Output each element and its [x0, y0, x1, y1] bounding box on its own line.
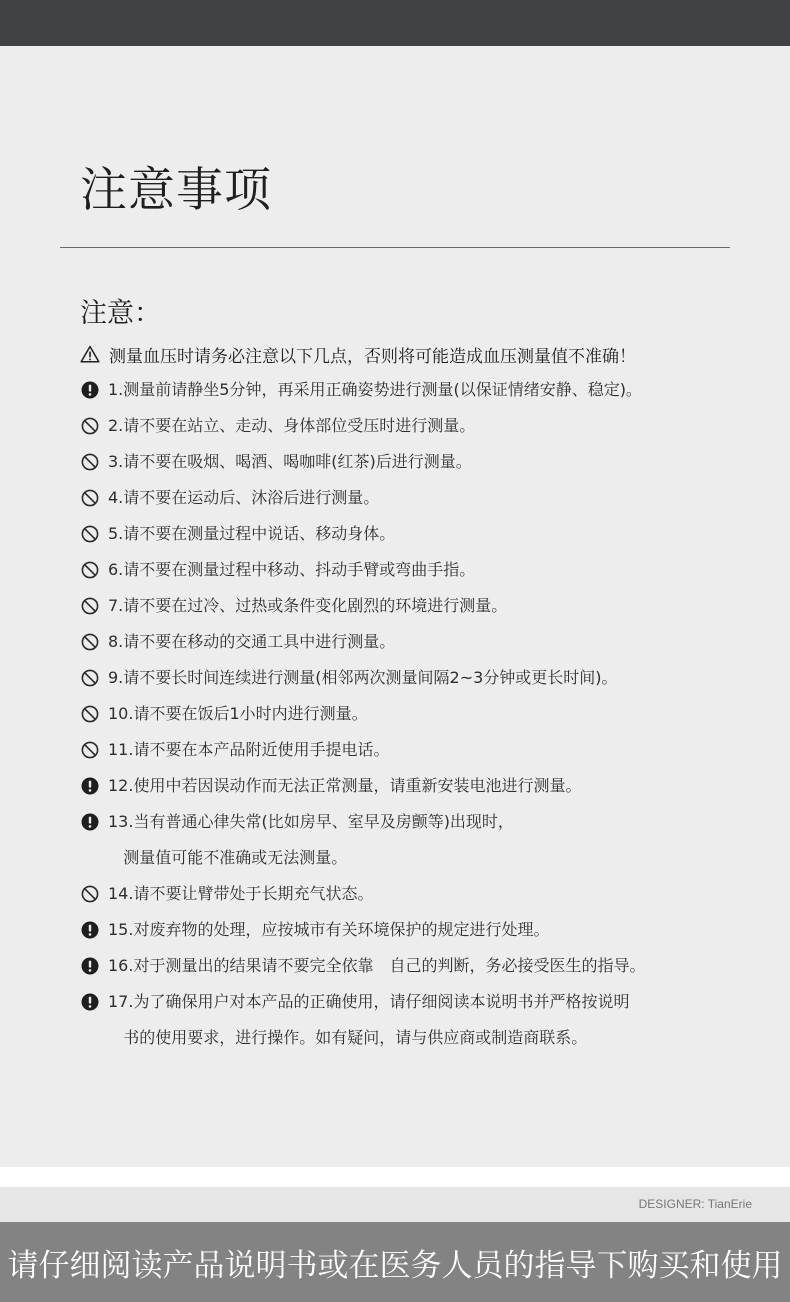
list-item-continuation: 测量值可能不准确或无法测量。	[108, 848, 348, 867]
list-item-line: 7.请不要在过冷、过热或条件变化剧烈的环境进行测量。	[108, 596, 508, 615]
exclamation-icon	[80, 804, 100, 840]
list-item-line: 17.为了确保用户对本产品的正确使用，请仔细阅读本说明书并严格按说明	[108, 992, 630, 1011]
list-item-text	[108, 876, 373, 912]
warning-row	[80, 342, 636, 366]
list-item-line: 16.对于测量出的结果请不要完全依靠 自己的判断，务必接受医生的指导。	[108, 956, 646, 975]
list-item-text	[108, 444, 472, 480]
list-item-line: 3.请不要在吸烟、喝酒、喝咖啡(红茶)后进行测量。	[108, 452, 472, 471]
list-item-line: 9.请不要长时间连续进行测量(相邻两次测量间隔2~3分钟或更长时间)。	[108, 668, 618, 687]
prohibited-icon	[80, 876, 100, 912]
list-item	[80, 660, 760, 696]
list-item-line: 12.使用中若因误动作而无法正常测量，请重新安装电池进行测量。	[108, 776, 582, 795]
list-item-text	[108, 480, 379, 516]
warning-triangle-icon	[80, 345, 100, 363]
list-item	[80, 408, 760, 444]
prohibited-icon	[80, 624, 100, 660]
list-item	[80, 624, 760, 660]
page-title: 注意事项	[80, 163, 272, 218]
list-item-text	[108, 984, 629, 1056]
list-item-text	[108, 948, 645, 984]
list-item-text	[108, 912, 549, 948]
list-item-text	[108, 660, 618, 696]
list-item-line: 4.请不要在运动后、沐浴后进行测量。	[108, 488, 380, 507]
list-item	[80, 480, 760, 516]
list-item-line: 2.请不要在站立、走动、身体部位受压时进行测量。	[108, 416, 476, 435]
exclamation-icon	[80, 768, 100, 804]
list-item	[80, 552, 760, 588]
list-item-text	[108, 732, 389, 768]
list-item	[80, 948, 760, 984]
prohibited-icon	[80, 696, 100, 732]
list-item-text	[108, 588, 507, 624]
prohibited-icon	[80, 552, 100, 588]
exclamation-icon	[80, 372, 100, 408]
section-heading: 注意：	[80, 298, 161, 329]
list-item	[80, 444, 760, 480]
list-item-continuation: 书的使用要求，进行操作。如有疑问，请与供应商或制造商联系。	[108, 1028, 588, 1047]
list-item	[80, 984, 760, 1056]
list-item	[80, 372, 760, 408]
list-item-line: 10.请不要在饭后1小时内进行测量。	[108, 704, 368, 723]
list-item-text	[108, 804, 514, 876]
banner-text: 请仔细阅读产品说明书或在医务人员的指导下购买和使用	[7, 1247, 783, 1284]
list-item-line: 14.请不要让臂带处于长期充气状态。	[108, 884, 374, 903]
footer-strip	[0, 1187, 790, 1222]
list-item-text	[108, 552, 475, 588]
designer-credit: DESIGNER: TianErie	[638, 1197, 752, 1211]
list-item-line: 15.对废弃物的处理，应按城市有关环境保护的规定进行处理。	[108, 920, 550, 939]
list-item	[80, 876, 760, 912]
list-item	[80, 732, 760, 768]
exclamation-icon	[80, 984, 100, 1020]
list-item	[80, 588, 760, 624]
title-divider	[60, 247, 730, 248]
prohibited-icon	[80, 516, 100, 552]
prohibited-icon	[80, 588, 100, 624]
list-item	[80, 768, 760, 804]
list-item-line: 13.当有普通心律失常(比如房早、室早及房颤等)出现时，	[108, 812, 514, 831]
prohibited-icon	[80, 408, 100, 444]
prohibited-icon	[80, 732, 100, 768]
bottom-banner	[0, 1222, 790, 1302]
list-item-line: 6.请不要在测量过程中移动、抖动手臂或弯曲手指。	[108, 560, 476, 579]
list-item-line: 8.请不要在移动的交通工具中进行测量。	[108, 632, 396, 651]
content-panel	[0, 46, 790, 1167]
list-item	[80, 696, 760, 732]
list-item-text	[108, 696, 368, 732]
prohibited-icon	[80, 480, 100, 516]
list-item-text	[108, 408, 475, 444]
precautions-list	[80, 372, 760, 1056]
list-item-line: 5.请不要在测量过程中说话、移动身体。	[108, 524, 396, 543]
list-item	[80, 912, 760, 948]
prohibited-icon	[80, 660, 100, 696]
list-item-text	[108, 768, 581, 804]
list-item-text	[108, 516, 395, 552]
list-item	[80, 804, 760, 876]
list-item	[80, 516, 760, 552]
list-item-text	[108, 624, 395, 660]
list-item-text	[108, 372, 642, 408]
top-bar	[0, 0, 790, 46]
list-item-line: 11.请不要在本产品附近使用手提电话。	[108, 740, 390, 759]
exclamation-icon	[80, 912, 100, 948]
warning-text: 测量血压时请务必注意以下几点，否则将可能造成血压测量值不准确！	[109, 346, 636, 367]
prohibited-icon	[80, 444, 100, 480]
list-item-line: 1.测量前请静坐5分钟，再采用正确姿势进行测量(以保证情绪安静、稳定)。	[108, 380, 642, 399]
exclamation-icon	[80, 948, 100, 984]
